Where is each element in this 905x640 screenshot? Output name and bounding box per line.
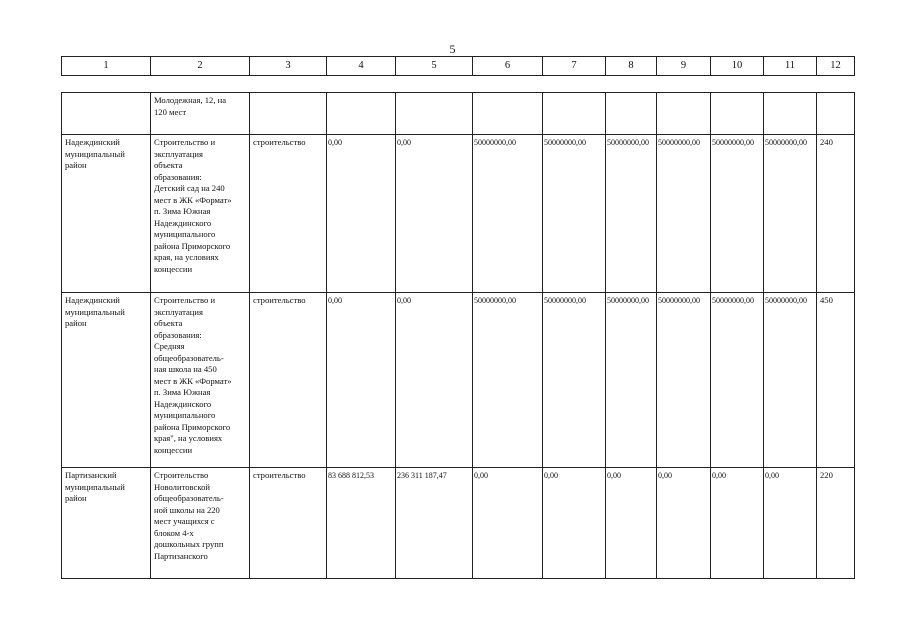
column-header: 2 — [151, 57, 250, 76]
amount-cell — [711, 93, 764, 135]
amount-cell: 236 311 187,47 — [396, 468, 473, 579]
capacity-cell: 220 — [817, 468, 855, 579]
amount-cell: 50000000,00 — [473, 135, 543, 293]
column-header: 5 — [396, 57, 473, 76]
column-header: 7 — [543, 57, 606, 76]
amount-cell — [473, 93, 543, 135]
amount-cell — [396, 93, 473, 135]
work-type-cell: строительство — [250, 135, 327, 293]
amount-cell: 50000000,00 — [657, 293, 711, 468]
table-row — [62, 293, 855, 468]
table-row — [62, 135, 855, 293]
amount-cell — [657, 93, 711, 135]
work-type-cell — [250, 93, 327, 135]
column-header: 10 — [711, 57, 764, 76]
amount-cell: 0,00 — [327, 135, 396, 293]
district-cell: Надеждинский муниципальный район — [62, 135, 151, 293]
amount-cell: 0,00 — [543, 468, 606, 579]
amount-cell: 50000000,00 — [711, 293, 764, 468]
page-number: 5 — [449, 42, 456, 56]
amount-cell: 50000000,00 — [711, 135, 764, 293]
column-header: 8 — [606, 57, 657, 76]
project-description-cell: Строительство и эксплуатация объекта образования: Средняя общеобразователь- ная школа на 450 мест в ЖК «Формат» п. Зима Южная Надеждинского муниципального района Приморского края", на условиях концессии — [151, 293, 250, 468]
amount-cell: 0,00 — [396, 135, 473, 293]
column-header: 3 — [250, 57, 327, 76]
amount-cell: 0,00 — [473, 468, 543, 579]
district-cell: Надеждинский муниципальный район — [62, 293, 151, 468]
district-cell: Партизанский муниципальный район — [62, 468, 151, 579]
amount-cell: 50000000,00 — [657, 135, 711, 293]
column-header: 4 — [327, 57, 396, 76]
district-cell — [62, 93, 151, 135]
work-type-cell: строительство — [250, 293, 327, 468]
column-header-row — [62, 57, 855, 76]
project-description-cell: Строительство Новолитовской общеобразователь- ной школы на 220 мест учащихся с блоком 4-х дошкольных групп Партизанского — [151, 468, 250, 579]
amount-cell — [764, 93, 817, 135]
amount-cell — [327, 93, 396, 135]
amount-cell — [606, 93, 657, 135]
work-type-cell: строительство — [250, 468, 327, 579]
amount-cell: 50000000,00 — [473, 293, 543, 468]
capacity-cell: 450 — [817, 293, 855, 468]
amount-cell: 0,00 — [327, 293, 396, 468]
column-header-table — [61, 56, 855, 76]
amount-cell: 0,00 — [711, 468, 764, 579]
column-header: 6 — [473, 57, 543, 76]
amount-cell: 50000000,00 — [606, 293, 657, 468]
column-header: 11 — [764, 57, 817, 76]
project-description-cell: Молодежная, 12, на 120 мест — [151, 93, 250, 135]
table-row — [62, 468, 855, 579]
project-description-cell: Строительство и эксплуатация объекта образования: Детский сад на 240 мест в ЖК «Формат» п. Зима Южная Надеждинского муниципального района Приморского края, на условиях концессии — [151, 135, 250, 293]
amount-cell: 0,00 — [606, 468, 657, 579]
amount-cell — [543, 93, 606, 135]
column-header: 12 — [817, 57, 855, 76]
amount-cell: 50000000,00 — [543, 135, 606, 293]
amount-cell: 83 688 812,53 — [327, 468, 396, 579]
amount-cell: 0,00 — [657, 468, 711, 579]
capacity-cell: 240 — [817, 135, 855, 293]
capacity-cell — [817, 93, 855, 135]
amount-cell: 50000000,00 — [606, 135, 657, 293]
data-table — [61, 92, 855, 579]
amount-cell: 50000000,00 — [543, 293, 606, 468]
table-row — [62, 93, 855, 135]
amount-cell: 50000000,00 — [764, 293, 817, 468]
amount-cell: 0,00 — [396, 293, 473, 468]
amount-cell: 50000000,00 — [764, 135, 817, 293]
amount-cell: 0,00 — [764, 468, 817, 579]
column-header: 1 — [62, 57, 151, 76]
column-header: 9 — [657, 57, 711, 76]
